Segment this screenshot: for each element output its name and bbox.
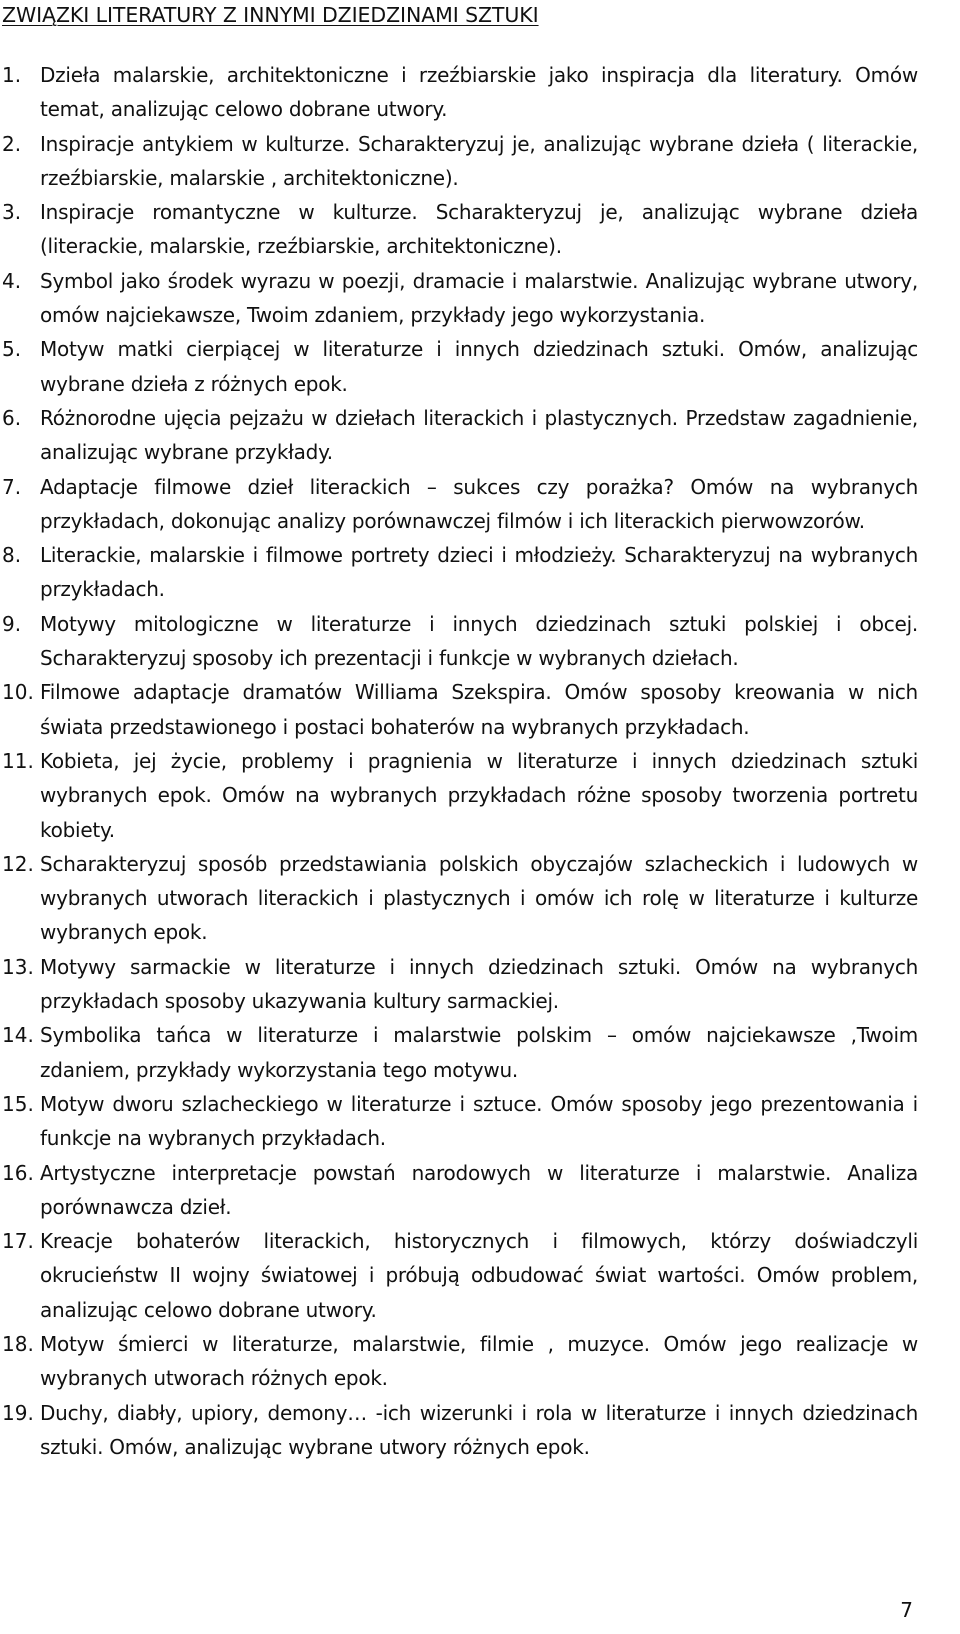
list-item [0,195,918,264]
item-number: 10. [2,680,34,705]
item-number: 16. [2,1160,34,1185]
item-text: Inspiracje romantyczne w kulturze. Scharakteryzuj je, analizując wybrane dzieła (literackie, malarskie, rzeźbiarskie, architektoniczne). [40,200,918,259]
item-text: Symbolika tańca w literaturze i malarstwie polskim – omów najciekawsze ,Twoim zdaniem, przykłady wykorzystania tego motywu. [40,1023,918,1082]
item-number: 6. [2,405,22,430]
item-text: Duchy, diabły, upiory, demony… -ich wizerunki i rola w literaturze i innych dziedzinach sztuki. Omów, analizując wybrane utwory różnych epok. [40,1400,918,1459]
item-number: 9. [2,611,22,636]
item-number: 5. [2,337,22,362]
item-text: Kobieta, jej życie, problemy i pragnienia w literaturze i innych dziedzinach sztuki wybranych epok. Omów na wybranych przykładach różne sposoby tworzenia portretu kobiety. [40,748,918,842]
list-item [0,332,918,401]
item-number: 19. [2,1400,34,1425]
topics-list [0,58,918,1464]
list-item [0,1396,918,1465]
list-item [0,538,918,607]
list-item [0,1156,918,1225]
list-item [0,744,918,847]
list-item [0,58,918,127]
item-number: 7. [2,474,22,499]
item-text: Artystyczne interpretacje powstań narodowych w literaturze i malarstwie. Analiza porównawcza dzieł. [40,1160,918,1219]
document-heading: ZWIĄZKI LITERATURY Z INNYMI DZIEDZINAMI SZTUKI [2,3,539,27]
item-number: 2. [2,131,22,156]
item-text: Scharakteryzuj sposób przedstawiania polskich obyczajów szlacheckich i ludowych w wybranych utworach literackich i plastycznych i omów ich rolę w literaturze i kulturze wybranych epok. [40,851,918,945]
list-item [0,1087,918,1156]
item-number: 13. [2,954,34,979]
list-item [0,264,918,333]
item-text: Filmowe adaptacje dramatów Williama Szekspira. Omów sposoby kreowania w nich świata przedstawionego i postaci bohaterów na wybranych przykładach. [40,680,918,739]
item-text: Inspiracje antykiem w kulturze. Scharakteryzuj je, analizując wybrane dzieła ( literackie, rzeźbiarskie, malarskie , architektoniczne). [40,131,918,190]
item-number: 4. [2,268,22,293]
item-text: Motyw matki cierpiącej w literaturze i innych dziedzinach sztuki. Omów, analizując wybrane dzieła z różnych epok. [40,337,918,396]
item-number: 17. [2,1229,34,1254]
item-text: Literackie, malarskie i filmowe portrety dzieci i młodzieży. Scharakteryzuj na wybranych przykładach. [40,543,918,602]
item-number: 3. [2,200,22,225]
item-text: Adaptacje filmowe dzieł literackich – sukces czy porażka? Omów na wybranych przykładach, dokonując analizy porównawczej filmów i ich literackich pierwowzorów. [40,474,918,533]
list-item [0,1018,918,1087]
item-number: 8. [2,543,22,568]
item-number: 12. [2,851,34,876]
item-text: Kreacje bohaterów literackich, historycznych i filmowych, którzy doświadczyli okrucieństw II wojny światowej i próbują odbudować świat wartości. Omów problem, analizując celowo dobrane utwory. [40,1229,918,1322]
item-text: Motyw dworu szlacheckiego w literaturze i sztuce. Omów sposoby jego prezentowania i funkcje na wybranych przykładach. [40,1091,918,1151]
list-item [0,675,918,744]
item-text: Symbol jako środek wyrazu w poezji, dramacie i malarstwie. Analizując wybrane utwory, omów najciekawsze, Twoim zdaniem, przykłady jego wykorzystania. [40,268,918,328]
item-number: 15. [2,1091,34,1116]
item-text: Motywy sarmackie w literaturze i innych dziedzinach sztuki. Omów na wybranych przykładach sposoby ukazywania kultury sarmackiej. [40,954,918,1014]
list-item [0,950,918,1019]
list-item [0,401,918,470]
item-number: 11. [2,748,34,773]
item-text: Motyw śmierci w literaturze, malarstwie, filmie , muzyce. Omów jego realizacje w wybranych utworach różnych epok. [40,1331,918,1391]
list-item [0,1224,918,1327]
list-item [0,470,918,539]
item-text: Dzieła malarskie, architektoniczne i rzeźbiarskie jako inspiracja dla literatury. Omów temat, analizując celowo dobrane utwory. [40,63,918,122]
item-text: Motywy mitologiczne w literaturze i innych dziedzinach sztuki polskiej i obcej. Scharakteryzuj sposoby ich prezentacji i funkcje w wybranych dziełach. [40,611,918,671]
item-number: 1. [2,63,22,87]
item-number: 14. [2,1023,34,1048]
list-item [0,847,918,950]
list-item [0,607,918,676]
list-item [0,127,918,196]
page-number: 7 [900,1598,913,1622]
list-item [0,1327,918,1396]
item-text: Różnorodne ujęcia pejzażu w dziełach literackich i plastycznych. Przedstaw zagadnienie, analizując wybrane przykłady. [40,405,918,465]
item-number: 18. [2,1331,34,1356]
